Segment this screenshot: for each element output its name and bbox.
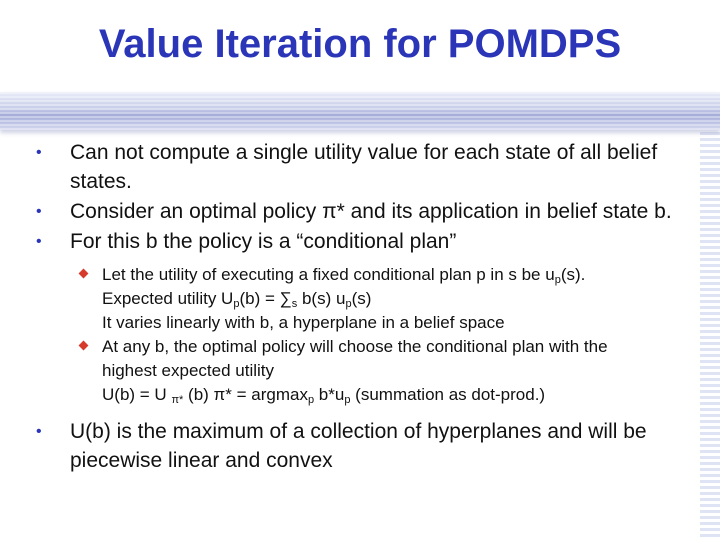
sub-bullet-item: [30, 335, 698, 407]
header-band-stripes: [0, 92, 720, 130]
bullet-icon: •: [36, 203, 42, 220]
right-stripe-decoration: [700, 120, 720, 540]
sub-bullet-line: At any b, the optimal policy will choose the conditional plan with the: [102, 337, 608, 356]
bullet-item: [30, 417, 698, 475]
bullet-text: For this b the policy is a “conditional plan”: [70, 230, 457, 253]
bullet-item: [30, 197, 698, 226]
bullet-icon: •: [36, 144, 42, 161]
bullet-text: Can not compute a single utility value for each state of all belief states.: [70, 141, 658, 193]
sub-bullet-line: highest expected utility: [102, 361, 274, 380]
sub-bullet-line: Let the utility of executing a fixed conditional plan p in s be $u_p(s)$.: [102, 265, 586, 286]
bullet-item: [30, 138, 698, 196]
bullet-item: [30, 227, 698, 256]
sub-bullet-line: It varies linearly with b, a hyperplane in a belief space: [102, 313, 505, 332]
bullet-icon: •: [36, 423, 42, 440]
slide-title: Value Iteration for POMDPS: [98, 22, 622, 66]
bullet-text: Consider an optimal policy π* and its application in belief state b.: [70, 200, 672, 223]
diamond-bullet-icon: [79, 269, 89, 279]
sub-bullet-line: Expected utility $U_p(b) = \sum_s$ b(s) $u_p(s)$: [102, 289, 372, 310]
sub-bullet-item: [30, 263, 698, 335]
bullet-icon: •: [36, 233, 42, 250]
slide-content: [30, 138, 698, 476]
bullet-text: U(b) is the maximum of a collection of hyperplanes and will be piecewise linear and convex: [70, 420, 647, 472]
diamond-bullet-icon: [79, 341, 89, 351]
sub-bullet-line: U(b) = U $_{\pi*}$ (b) π* = argmax$_p$ $b*u_p$ (summation as dot-prod.): [102, 385, 546, 406]
